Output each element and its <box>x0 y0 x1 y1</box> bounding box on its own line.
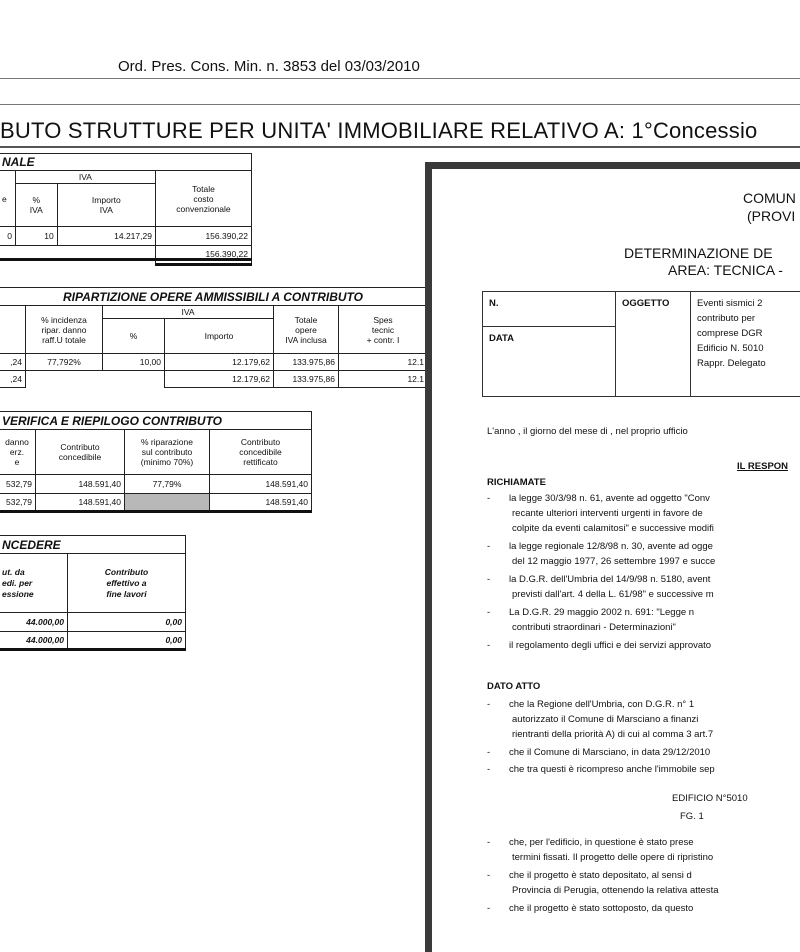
richiamate-item: - la legge regionale 12/8/98 n. 30, avente ad ogge <box>487 539 713 554</box>
table1-row-pct: 10 <box>15 227 57 246</box>
table1-row-left: 0 <box>0 227 15 246</box>
richiamate-item: - la legge 30/3/98 n. 61, avente ad oggetto "Conv <box>487 491 710 506</box>
richiamate-item-cont: previsti dall'art. 4 della L. 61/98" e successive m <box>512 587 714 602</box>
richiamate-item-cont: contributi straordinari - Determinazioni" <box>512 620 676 635</box>
doc-area: AREA: TECNICA - <box>668 263 783 278</box>
table2-r1-left: ,24 <box>0 354 26 371</box>
doc-fg: FG. 1 <box>680 809 704 824</box>
richiamate-item-cont: colpite da eventi calamitosi" e successive modifi <box>512 521 714 536</box>
dato-atto-item-cont: autorizzato il Comune di Marsciano a finanzi <box>512 712 698 727</box>
table3-r2-rettificato: 148.591,40 <box>210 494 312 512</box>
table2-totale-header: Totale opere IVA inclusa <box>274 306 339 354</box>
table3-riparazione-header: % riparazione sul contributo (minimo 70%) <box>125 430 210 475</box>
richiamate-item-cont: del 12 maggio 1977, 26 settembre 1997 e succe <box>512 554 715 569</box>
table3-r1-riparazione: 77,79% <box>125 475 210 494</box>
oggetto-line: Rappr. Delegato <box>697 356 800 371</box>
table3-left-header: danno erz. e <box>0 430 36 475</box>
table2-r1-pct: 10,00 <box>103 354 165 371</box>
doc-determinazione: DETERMINAZIONE DE <box>624 246 773 261</box>
table4-right-header: Contributo effettivo a fine lavori <box>68 554 186 613</box>
doc-responsabile: IL RESPON <box>737 459 788 474</box>
table3-r2-contributo: 148.591,40 <box>36 494 125 512</box>
table2-spese-header: Spes tecnic + contr. I <box>339 306 428 354</box>
table2-incidenza-header: % incidenza ripar. danno raff.U totale <box>26 306 103 354</box>
header-rule-bottom <box>0 104 800 105</box>
table1-row-importo: 14.217,29 <box>57 227 155 246</box>
table4-r2-right: 0,00 <box>68 632 186 650</box>
table1-section-title: NALE <box>0 154 252 171</box>
dato-atto-item: - che la Regione dell'Umbria, con D.G.R. n° 1 <box>487 697 694 712</box>
table4-left-header: ut. da edi. per essione <box>0 554 68 613</box>
table-contributo-concedere <box>0 535 186 651</box>
table2-section-title: RIPARTIZIONE OPERE AMMISSIBILI A CONTRIBUTO <box>0 288 428 306</box>
richiamate-item-cont: recante ulteriori interventi urgenti in favore de <box>512 506 703 521</box>
determinazione-document <box>425 162 800 952</box>
table3-contributo-header: Contributo concedibile <box>36 430 125 475</box>
table2-r2-totale: 133.975,86 <box>274 371 339 388</box>
table2-r2-left: ,24 <box>0 371 26 388</box>
dato-atto-item: - che il Comune di Marsciano, in data 29/12/2010 <box>487 745 710 760</box>
table1-row-totale: 156.390,22 <box>155 227 251 246</box>
doc-edificio: EDIFICIO N°5010 <box>672 791 748 806</box>
doc-intro: L'anno , il giorno del mese di , nel proprio ufficio <box>487 424 688 439</box>
doc-data-label: DATA <box>483 327 616 397</box>
table3-r2-grey-cell <box>125 494 210 512</box>
table4-r2-left: 44.000,00 <box>0 632 68 650</box>
table3-section-title: VERIFICA E RIEPILOGO CONTRIBUTO <box>0 412 312 430</box>
richiamate-item: - il regolamento degli uffici e dei servizi approvato <box>487 638 711 653</box>
table2-r2-spese: 12.1 <box>339 371 428 388</box>
table4-section-title: NCEDERE <box>0 536 186 554</box>
table4-r1-right: 0,00 <box>68 613 186 632</box>
table-costo-convenzionale <box>0 153 252 266</box>
table-ripartizione-opere <box>0 287 428 388</box>
doc-comune: COMUN <box>743 191 796 206</box>
dato-atto-item: - che tra questi è ricompreso anche l'immobile sep <box>487 762 715 777</box>
sheet-title: BUTO STRUTTURE PER UNITA' IMMOBILIARE RELATIVO A: 1°Concessio <box>0 118 757 144</box>
header-rule-top <box>0 78 800 79</box>
table1-pct-header: % IVA <box>15 184 57 227</box>
oggetto-line: Edificio N. 5010 <box>697 341 800 356</box>
table2-r1-incidenza: 77,792% <box>26 354 103 371</box>
title-rule <box>0 146 800 148</box>
table2-r1-importo: 12.179,62 <box>165 354 274 371</box>
doc-oggetto-text <box>691 292 800 397</box>
table2-pct-header: % <box>103 319 165 354</box>
table2-r1-spese: 12.1 <box>339 354 428 371</box>
table3-r1-left: 532,79 <box>0 475 36 494</box>
oggetto-line: Eventi sismici 2 <box>697 296 800 311</box>
table3-r1-rettificato: 148.591,40 <box>210 475 312 494</box>
doc-header-table <box>482 291 800 397</box>
final-item: - che, per l'edificio, in questione è stato prese <box>487 835 694 850</box>
table1-importo-header: Importo IVA <box>57 184 155 227</box>
table2-r1-totale: 133.975,86 <box>274 354 339 371</box>
table1-totale-header: Totale costo convenzionale <box>155 171 251 227</box>
table2-importo-header: Importo <box>165 319 274 354</box>
doc-provincia: (PROVI <box>747 209 795 224</box>
doc-n-label: N. <box>483 292 616 327</box>
final-item-cont: Provincia di Perugia, ottenendo la relativa attesta <box>512 883 719 898</box>
table1-sum-totale: 156.390,22 <box>155 246 251 265</box>
final-item: - che il progetto è stato depositato, al sensi d <box>487 868 692 883</box>
table2-left-header <box>0 306 26 354</box>
richiamate-item: - La D.G.R. 29 maggio 2002 n. 691: "Legge n <box>487 605 694 620</box>
table3-r2-left: 532,79 <box>0 494 36 512</box>
table3-r1-contributo: 148.591,40 <box>36 475 125 494</box>
table-verifica-riepilogo <box>0 411 312 513</box>
table2-r2-spacer <box>26 371 165 388</box>
doc-richiamate: RICHIAMATE <box>487 475 546 490</box>
doc-dato-atto: DATO ATTO <box>487 679 540 694</box>
oggetto-line: contributo per <box>697 311 800 326</box>
table3-rettificato-header: Contributo concedibile rettificato <box>210 430 312 475</box>
richiamate-item: - la D.G.R. dell'Umbria del 14/9/98 n. 5180, avent <box>487 572 710 587</box>
final-item: - che il progetto è stato sottoposto, da questo <box>487 901 693 916</box>
dato-atto-item-cont: rientranti della priorità A) di cui al comma 3 art.7 <box>512 727 713 742</box>
table1-thick-rule <box>0 258 252 261</box>
table1-sum-spacer <box>0 246 155 265</box>
ordinance-reference: Ord. Pres. Cons. Min. n. 3853 del 03/03/2010 <box>118 58 420 75</box>
oggetto-line: comprese DGR <box>697 326 800 341</box>
table4-r1-left: 44.000,00 <box>0 613 68 632</box>
table1-iva-header: IVA <box>15 171 155 184</box>
final-item-cont: termini fissati. Il progetto delle opere di ripristino <box>512 850 713 865</box>
table2-iva-header: IVA <box>103 306 274 319</box>
table2-r2-importo: 12.179,62 <box>165 371 274 388</box>
table1-left-header: e <box>0 171 15 227</box>
doc-oggetto-label: OGGETTO <box>616 292 691 397</box>
